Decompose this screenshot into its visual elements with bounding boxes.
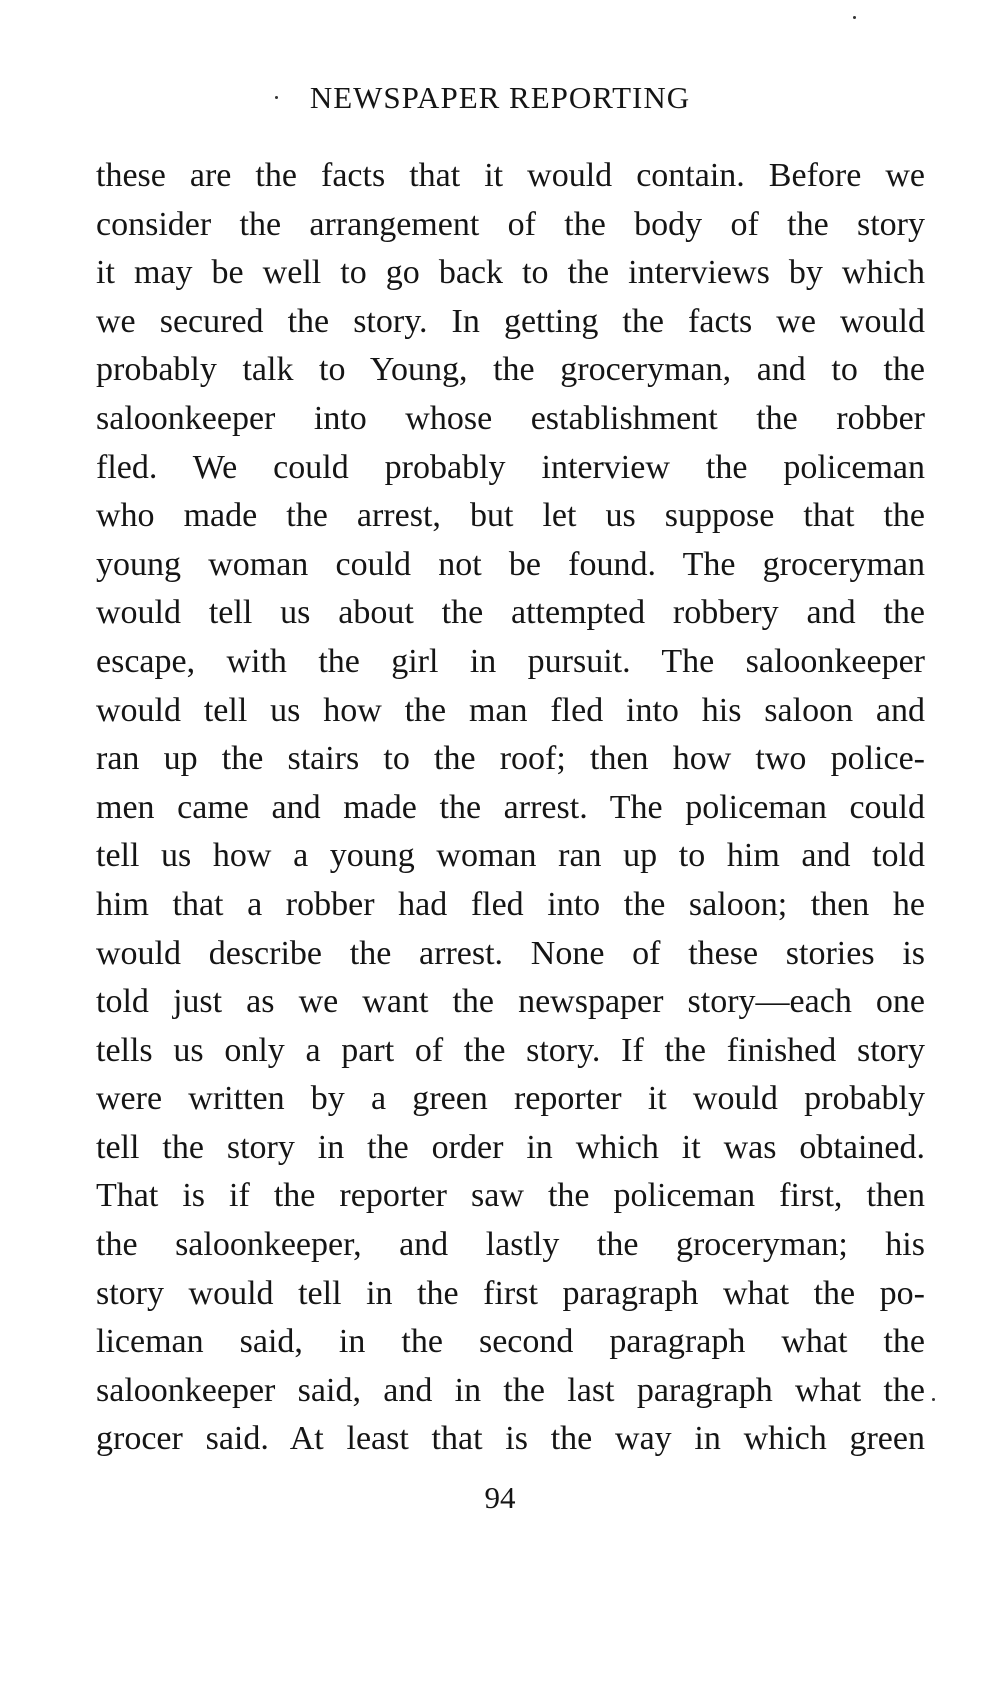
text-line: fled. We could probably interview the policeman [96, 448, 925, 486]
text-line: tell the story in the order in which it was obtained. [96, 1128, 925, 1166]
text-line: probably talk to Young, the groceryman, and to the [96, 351, 925, 389]
text-line: story would tell in the first paragraph what the po- [96, 1274, 925, 1312]
text-line: would tell us about the attempted robbery and the [96, 594, 925, 632]
text-line: the saloonkeeper, and lastly the groceryman; his [96, 1226, 925, 1264]
text-line: who made the arrest, but let us suppose that the [96, 497, 925, 535]
text-line: saloonkeeper said, and in the last paragraph what the [96, 1371, 925, 1409]
text-line: we secured the story. In getting the facts we would [96, 302, 925, 340]
text-line: were written by a green reporter it would probably [96, 1080, 925, 1118]
text-line: escape, with the girl in pursuit. The saloonkeeper [96, 642, 925, 680]
text-line: liceman said, in the second paragraph what the [96, 1323, 925, 1361]
text-line: would describe the arrest. None of these stories is [96, 934, 925, 972]
scan-speck [932, 1398, 935, 1401]
text-line: tells us only a part of the story. If the finished story [96, 1031, 925, 1069]
text-line: him that a robber had fled into the saloon; then he [96, 885, 925, 923]
text-line: grocer said. At least that is the way in which green [96, 1420, 925, 1458]
text-line: consider the arrangement of the body of the story [96, 205, 925, 243]
body-text [96, 152, 925, 1464]
running-head: NEWSPAPER REPORTING [309, 80, 691, 115]
scan-speck [275, 96, 278, 99]
scan-speck [853, 16, 856, 19]
text-line: saloonkeeper into whose establishment the robber [96, 399, 925, 437]
text-line: men came and made the arrest. The policeman could [96, 788, 925, 826]
text-line: would tell us how the man fled into his saloon and [96, 691, 925, 729]
text-line: these are the facts that it would contain. Before we [96, 157, 925, 194]
text-line: That is if the reporter saw the policeman first, then [96, 1177, 925, 1215]
page-number: 94 [484, 1480, 516, 1515]
text-line: told just as we want the newspaper story—each one [96, 983, 925, 1021]
text-line: young woman could not be found. The groceryman [96, 545, 925, 583]
text-line: tell us how a young woman ran up to him and told [96, 837, 925, 875]
text-line: it may be well to go back to the interviews by which [96, 254, 925, 292]
text-line: ran up the stairs to the roof; then how two police- [96, 740, 925, 778]
